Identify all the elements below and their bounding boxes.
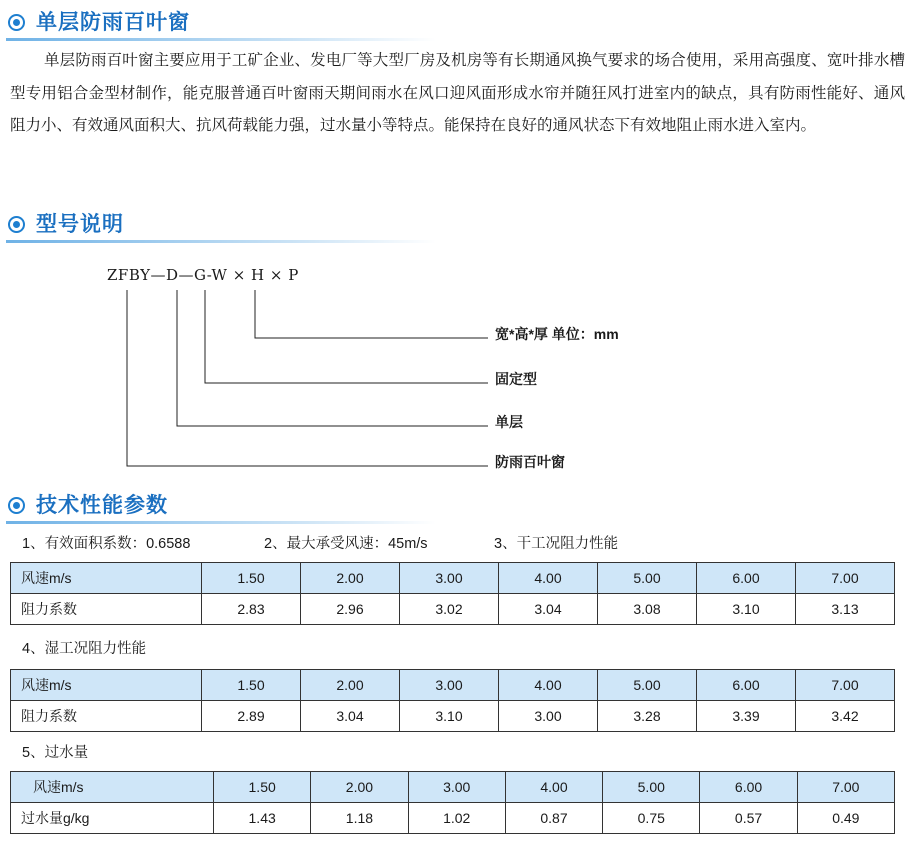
value-cell: 3.42 [796,701,895,732]
table-wet-resistance [10,669,895,732]
table-row [11,701,895,732]
value-cell: 3.10 [400,701,499,732]
speed-cell: 6.00 [697,563,796,594]
leader-line-rainproof [127,290,488,466]
header-label: 风速m/s [11,670,202,701]
speed-cell: 1.50 [202,563,301,594]
value-cell: 3.28 [598,701,697,732]
speed-cell: 3.00 [408,772,505,803]
section-title: 单层防雨百叶窗 [36,10,190,34]
intro-text: 单层防雨百叶窗主要应用于工矿企业、发电厂等大型厂房及机房等有长期通风换气要求的场合使用，采用高强度、宽叶排水槽型专用铝合金型材制作，能克服普通百叶窗雨天期间雨水在风口迎风面形成水帘并随狂风打进室内的缺点，具有防雨性能好、通风阻力小、有效通风面积大、抗风荷载能力强，过水量小等特点。能保持在良好的通风状态下有效地阻止雨水进入室内。 [10,51,905,134]
speed-cell: 4.00 [499,563,598,594]
leader-line-single [177,290,488,426]
header-label: 风速m/s [11,563,202,594]
table-header-row [11,772,895,803]
circle-bullet-icon [8,497,25,514]
speed-cell: 6.00 [697,670,796,701]
value-cell: 2.96 [301,594,400,625]
value-cell: 3.13 [796,594,895,625]
diagram-label-single: 单层 [495,414,523,430]
speed-cell: 6.00 [700,772,797,803]
water-carryover-title: 5、过水量 [22,745,89,761]
section-title: 型号说明 [36,212,124,236]
value-cell: 3.04 [301,701,400,732]
speed-cell: 1.50 [214,772,311,803]
value-cell: 1.18 [311,803,408,834]
speed-cell: 7.00 [797,772,894,803]
value-cell: 2.89 [202,701,301,732]
speed-cell: 2.00 [301,670,400,701]
speed-cell: 7.00 [796,563,895,594]
row-label: 阻力系数 [11,594,202,625]
value-cell: 0.87 [505,803,602,834]
value-cell: 3.10 [697,594,796,625]
leader-line-dimensions [255,290,488,338]
table-header-row [11,563,895,594]
speed-cell: 4.00 [499,670,598,701]
value-cell: 1.02 [408,803,505,834]
wet-resistance-title: 4、湿工况阻力性能 [22,641,147,657]
table-row [11,594,895,625]
stat-dry-resistance-title: 3、干工况阻力性能 [494,536,619,552]
value-cell: 3.04 [499,594,598,625]
table-water-carryover [10,771,895,834]
value-cell: 0.57 [700,803,797,834]
speed-cell: 3.00 [400,563,499,594]
diagram-label-rainproof: 防雨百叶窗 [495,454,565,470]
speed-cell: 2.00 [311,772,408,803]
value-cell: 2.83 [202,594,301,625]
table-row [11,803,895,834]
heading-underline [6,521,436,524]
value-cell: 3.02 [400,594,499,625]
speed-cell: 4.00 [505,772,602,803]
diagram-label-fixed: 固定型 [495,371,537,387]
header-label: 风速m/s [11,772,214,803]
value-cell: 0.75 [603,803,700,834]
table-header-row [11,670,895,701]
model-code: ZFBY—D—G-W × H × P [107,266,299,284]
row-label: 阻力系数 [11,701,202,732]
value-cell: 3.08 [598,594,697,625]
speed-cell: 3.00 [400,670,499,701]
stat-effective-area: 1、有效面积系数：0.6588 [22,536,191,552]
speed-cell: 1.50 [202,670,301,701]
speed-cell: 5.00 [598,563,697,594]
value-cell: 3.39 [697,701,796,732]
leader-line-fixed [205,290,488,383]
value-cell: 3.00 [499,701,598,732]
speed-cell: 5.00 [603,772,700,803]
speed-cell: 7.00 [796,670,895,701]
value-cell: 0.49 [797,803,894,834]
stat-max-wind-speed: 2、最大承受风速：45m/s [264,536,428,552]
section-title: 技术性能参数 [36,493,168,517]
value-cell: 1.43 [214,803,311,834]
speed-cell: 2.00 [301,563,400,594]
row-label: 过水量g/kg [11,803,214,834]
speed-cell: 5.00 [598,670,697,701]
diagram-label-dimensions: 宽*高*厚 单位：mm [495,326,619,342]
section-heading-specs [6,489,436,525]
table-dry-resistance [10,562,895,625]
